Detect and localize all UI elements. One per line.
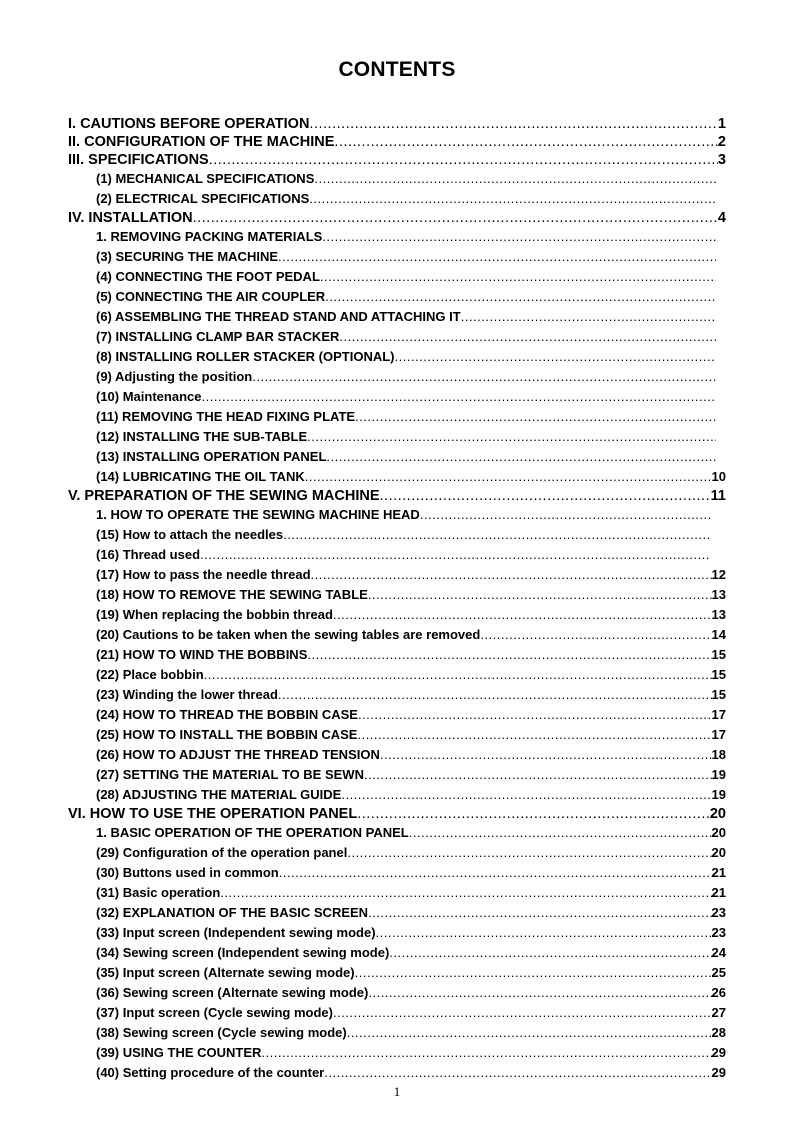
toc-entry-title: (12) INSTALLING THE SUB-TABLE	[96, 429, 308, 444]
toc-entry-page: 15	[711, 687, 726, 702]
toc-entry-title: (15) How to attach the needles	[96, 527, 284, 542]
toc-dot-leader	[376, 925, 712, 940]
toc-entry-page: 2	[717, 134, 726, 150]
toc-entry-title: (20) Cautions to be taken when the sewing tables are removed	[96, 627, 481, 642]
toc-dot-leader	[278, 687, 712, 702]
toc-dot-leader	[320, 269, 716, 284]
toc-chapter-entry[interactable]	[68, 484, 726, 504]
toc-entry-title: (6) ASSEMBLING THE THREAD STAND AND ATTACHING IT	[96, 309, 461, 324]
toc-section-entry[interactable]	[96, 1020, 726, 1040]
toc-entry-title: (37) Input screen (Cycle sewing mode)	[96, 1005, 333, 1020]
toc-section-entry[interactable]	[96, 762, 726, 782]
toc-dot-leader	[395, 349, 717, 364]
toc-dot-leader	[420, 507, 710, 522]
toc-dot-leader	[368, 905, 711, 920]
toc-entry-page: 20	[711, 825, 726, 840]
toc-chapter-entry[interactable]	[68, 148, 726, 168]
toc-entry-page: 10	[711, 469, 726, 484]
toc-section-entry[interactable]	[96, 404, 716, 424]
toc-dot-leader	[461, 309, 716, 324]
toc-entry-page: 13	[711, 607, 726, 622]
toc-section-entry[interactable]	[96, 980, 726, 1000]
toc-dot-leader	[389, 945, 711, 960]
toc-dot-leader	[325, 289, 716, 304]
toc-chapter-entry[interactable]	[68, 112, 726, 132]
toc-dot-leader	[364, 767, 712, 782]
toc-section-entry[interactable]	[96, 1060, 726, 1080]
toc-entry-title: (11) REMOVING THE HEAD FIXING PLATE	[96, 409, 356, 424]
toc-entry-title: (32) EXPLANATION OF THE BASIC SCREEN	[96, 905, 369, 920]
toc-section-entry[interactable]	[96, 622, 726, 642]
toc-section-entry[interactable]	[96, 642, 726, 662]
toc-entry-page: 27	[711, 1005, 726, 1020]
toc-entry-page: 13	[711, 587, 726, 602]
toc-section-entry[interactable]	[96, 324, 716, 344]
toc-section-entry[interactable]	[96, 742, 726, 762]
toc-dot-leader	[380, 747, 712, 762]
toc-entry-page: 21	[711, 885, 726, 900]
toc-entry-title: (40) Setting procedure of the counter	[96, 1065, 325, 1080]
toc-entry-title: (2) ELECTRICAL SPECIFICATIONS	[96, 191, 310, 206]
toc-entry-title: 1. BASIC OPERATION OF THE OPERATION PANEL	[96, 825, 409, 840]
toc-dot-leader	[307, 647, 711, 662]
toc-entry-title: (3) SECURING THE MACHINE	[96, 249, 279, 264]
toc-chapter-entry[interactable]	[68, 802, 726, 822]
toc-entry-title: (14) LUBRICATING THE OIL TANK	[96, 469, 305, 484]
toc-dot-leader	[220, 885, 711, 900]
toc-dot-leader	[204, 667, 712, 682]
toc-dot-leader	[409, 825, 712, 840]
toc-entry-page: 23	[711, 905, 726, 920]
toc-dot-leader	[305, 469, 712, 484]
toc-entry-page: 12	[711, 567, 726, 582]
toc-section-entry[interactable]	[96, 860, 726, 880]
toc-dot-leader	[368, 985, 711, 1000]
toc-dot-leader	[326, 449, 716, 464]
toc-section-entry[interactable]	[96, 244, 716, 264]
toc-entry-title: 1. REMOVING PACKING MATERIALS	[96, 229, 323, 244]
toc-dot-leader	[480, 627, 711, 642]
toc-entry-title: (8) INSTALLING ROLLER STACKER (OPTIONAL)	[96, 349, 395, 364]
toc-entry-title: (27) SETTING THE MATERIAL TO BE SEWN	[96, 767, 364, 782]
toc-dot-leader	[283, 527, 710, 542]
toc-entry-page: 1	[717, 116, 726, 132]
toc-entry-title: (1) MECHANICAL SPECIFICATIONS	[96, 171, 315, 186]
toc-entry-title: 1. HOW TO OPERATE THE SEWING MACHINE HEAD	[96, 507, 420, 522]
toc-entry-page: 3	[717, 152, 726, 168]
toc-dot-leader	[333, 607, 712, 622]
toc-entry-title: (7) INSTALLING CLAMP BAR STACKER	[96, 329, 340, 344]
toc-entry-page: 28	[711, 1025, 726, 1040]
toc-entry-title: (31) Basic operation	[96, 885, 221, 900]
toc-section-entry[interactable]	[96, 722, 726, 742]
toc-section-entry[interactable]	[96, 840, 726, 860]
toc-entry-title: (5) CONNECTING THE AIR COUPLER	[96, 289, 326, 304]
toc-section-entry[interactable]	[96, 522, 710, 542]
toc-dot-leader	[339, 329, 716, 344]
toc-section-entry[interactable]	[96, 502, 710, 522]
toc-entry-title: III. SPECIFICATIONS	[68, 152, 209, 168]
page-title: CONTENTS	[338, 58, 456, 81]
toc-section-entry[interactable]	[96, 364, 716, 384]
toc-entry-page: 17	[711, 727, 726, 742]
toc-section-entry[interactable]	[96, 464, 726, 484]
toc-section-entry[interactable]	[96, 186, 716, 206]
toc-entry-page: 29	[711, 1065, 726, 1080]
toc-section-entry[interactable]	[96, 940, 726, 960]
toc-section-entry[interactable]	[96, 424, 716, 444]
toc-entry-title: I. CAUTIONS BEFORE OPERATION	[68, 116, 310, 132]
toc-section-entry[interactable]	[96, 702, 726, 722]
toc-entry-title: (35) Input screen (Alternate sewing mode)	[96, 965, 355, 980]
toc-entry-page: 29	[711, 1045, 726, 1060]
toc-dot-leader	[201, 389, 716, 404]
toc-entry-title: (10) Maintenance	[96, 389, 202, 404]
toc-entry-title: (21) HOW TO WIND THE BOBBINS	[96, 647, 308, 662]
toc-dot-leader	[309, 191, 716, 206]
toc-entry-page: 25	[711, 965, 726, 980]
toc-entry-page: 19	[711, 767, 726, 782]
toc-entry-title: VI. HOW TO USE THE OPERATION PANEL	[68, 806, 358, 822]
toc-entry-title: (16) Thread used	[96, 547, 201, 562]
toc-entry-title: (4) CONNECTING THE FOOT PEDAL	[96, 269, 320, 284]
toc-section-entry[interactable]	[96, 820, 726, 840]
toc-section-entry[interactable]	[96, 304, 716, 324]
toc-section-entry[interactable]	[96, 880, 726, 900]
toc-entry-title: (24) HOW TO THREAD THE BOBBIN CASE	[96, 707, 358, 722]
toc-section-entry[interactable]	[96, 1040, 726, 1060]
toc-dot-leader	[358, 707, 712, 722]
toc-entry-page: 15	[711, 667, 726, 682]
toc-entry-page: 14	[711, 627, 726, 642]
toc-section-entry[interactable]	[96, 582, 726, 602]
toc-entry-title: (28) ADJUSTING THE MATERIAL GUIDE	[96, 787, 342, 802]
toc-dot-leader	[347, 845, 711, 860]
toc-section-entry[interactable]	[96, 960, 726, 980]
toc-section-entry[interactable]	[96, 264, 716, 284]
toc-entry-page: 26	[711, 985, 726, 1000]
toc-entry-title: IV. INSTALLATION	[68, 210, 193, 226]
toc-section-entry[interactable]	[96, 384, 716, 404]
toc-section-entry[interactable]	[96, 542, 710, 562]
toc-section-entry[interactable]	[96, 562, 726, 582]
toc-section-entry[interactable]	[96, 1000, 726, 1020]
toc-entry-page: 21	[711, 865, 726, 880]
toc-section-entry[interactable]	[96, 900, 726, 920]
toc-section-entry[interactable]	[96, 920, 726, 940]
toc-entry-page: 23	[711, 925, 726, 940]
toc-entry-page: 4	[717, 210, 726, 226]
toc-entry-page: 11	[710, 488, 726, 504]
toc-entry-title: II. CONFIGURATION OF THE MACHINE	[68, 134, 335, 150]
toc-entry-title: (18) HOW TO REMOVE THE SEWING TABLE	[96, 587, 368, 602]
toc-chapter-entry[interactable]	[68, 206, 726, 226]
toc-entry-title: (23) Winding the lower thread	[96, 687, 278, 702]
toc-entry-title: (38) Sewing screen (Cycle sewing mode)	[96, 1025, 347, 1040]
toc-dot-leader	[252, 369, 716, 384]
toc-entry-title: (19) When replacing the bobbin thread	[96, 607, 333, 622]
toc-entry-title: (17) How to pass the needle thread	[96, 567, 311, 582]
toc-dot-leader	[307, 429, 716, 444]
toc-section-entry[interactable]	[96, 344, 716, 364]
toc-dot-leader	[357, 727, 711, 742]
toc-entry-page: 18	[711, 747, 726, 762]
toc-dot-leader	[347, 1025, 712, 1040]
toc-entry-page: 17	[711, 707, 726, 722]
toc-dot-leader	[200, 547, 710, 562]
toc-section-entry[interactable]	[96, 224, 716, 244]
toc-entry-page: 15	[711, 647, 726, 662]
toc-section-entry[interactable]	[96, 782, 726, 802]
toc-dot-leader	[278, 249, 716, 264]
toc-section-entry[interactable]	[96, 166, 716, 186]
toc-section-entry[interactable]	[96, 602, 726, 622]
toc-section-entry[interactable]	[96, 284, 716, 304]
toc-entry-page: 20	[711, 845, 726, 860]
toc-entry-title: (22) Place bobbin	[96, 667, 204, 682]
toc-entry-title: (29) Configuration of the operation panel	[96, 845, 348, 860]
toc-dot-leader	[322, 229, 716, 244]
toc-chapter-entry[interactable]	[68, 130, 726, 150]
toc-entry-title: (33) Input screen (Independent sewing mode)	[96, 925, 376, 940]
toc-entry-title: (34) Sewing screen (Independent sewing mode)	[96, 945, 390, 960]
toc-dot-leader	[341, 787, 711, 802]
toc-section-entry[interactable]	[96, 682, 726, 702]
toc-dot-leader	[311, 567, 712, 582]
toc-entry-title: (36) Sewing screen (Alternate sewing mode)	[96, 985, 369, 1000]
toc-dot-leader	[355, 409, 716, 424]
toc-entry-title: (39) USING THE COUNTER	[96, 1045, 262, 1060]
toc-entry-page: 20	[709, 806, 726, 822]
toc-entry-title: (26) HOW TO ADJUST THE THREAD TENSION	[96, 747, 380, 762]
toc-entry-page: 19	[711, 787, 726, 802]
toc-entry-title: V. PREPARATION OF THE SEWING MACHINE	[68, 488, 380, 504]
toc-entry-title: (9) Adjusting the position	[96, 369, 253, 384]
toc-entry-page: 24	[711, 945, 726, 960]
toc-dot-leader	[368, 587, 712, 602]
toc-dot-leader	[279, 865, 712, 880]
toc-dot-leader	[333, 1005, 712, 1020]
toc-dot-leader	[314, 171, 716, 186]
toc-dot-leader	[324, 1065, 711, 1080]
toc-dot-leader	[261, 1045, 711, 1060]
toc-entry-title: (13) INSTALLING OPERATION PANEL	[96, 449, 327, 464]
toc-section-entry[interactable]	[96, 444, 716, 464]
page-number: 1	[393, 1084, 401, 1099]
toc-entry-title: (30) Buttons used in common	[96, 865, 279, 880]
toc-section-entry[interactable]	[96, 662, 726, 682]
toc-entry-title: (25) HOW TO INSTALL THE BOBBIN CASE	[96, 727, 358, 742]
toc-dot-leader	[355, 965, 712, 980]
